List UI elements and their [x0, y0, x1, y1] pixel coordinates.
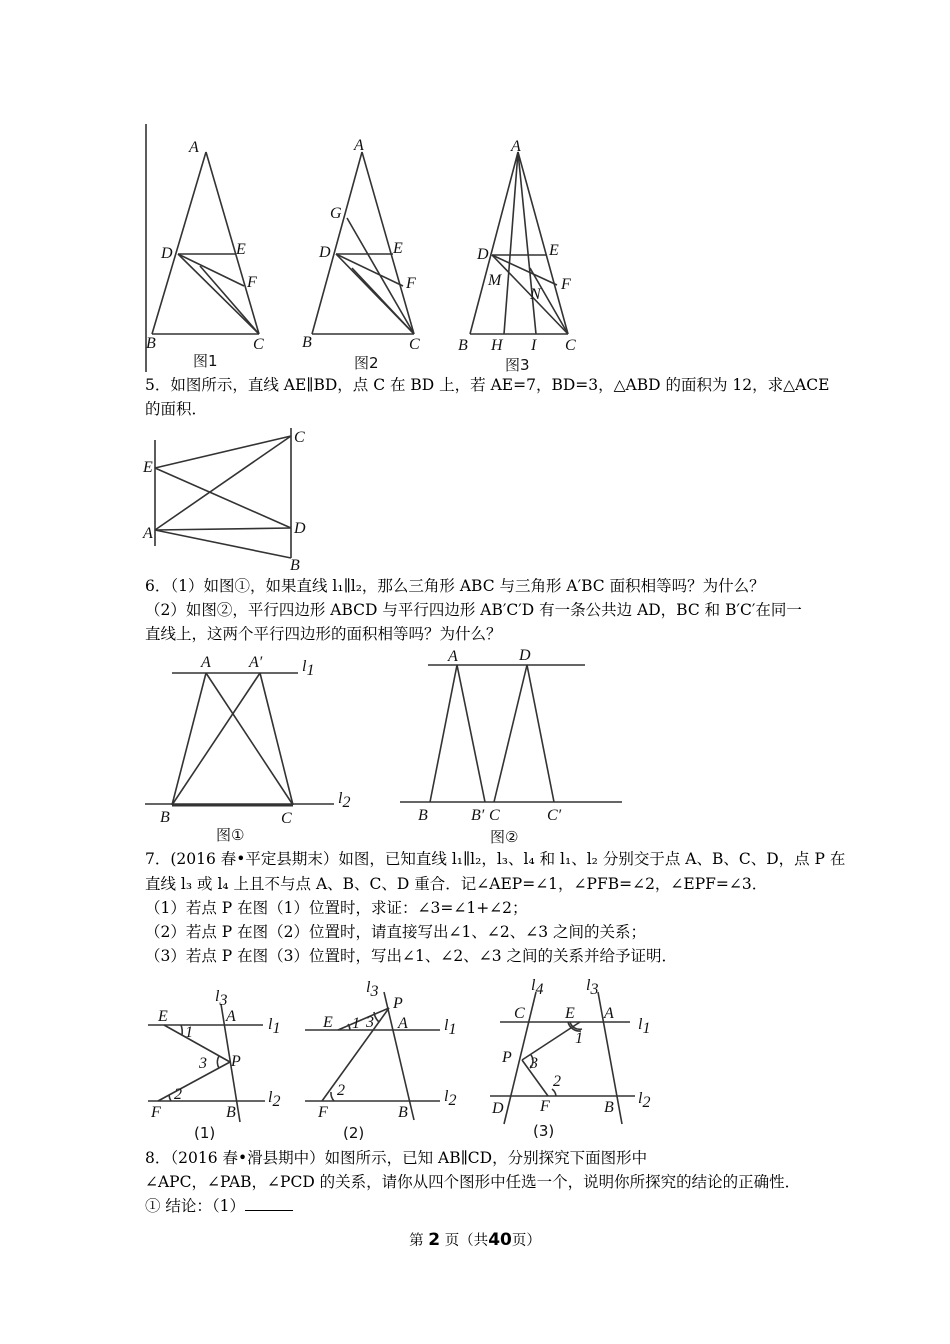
figure-caption: 图3	[505, 356, 530, 374]
point-label: F	[247, 274, 257, 291]
point-label: B	[458, 337, 468, 354]
figure-1	[146, 124, 264, 372]
answer-blank	[245, 1195, 293, 1211]
point-label: C	[489, 807, 500, 824]
q7-figure-2	[305, 979, 456, 1142]
figure-caption: (1)	[194, 1124, 216, 1142]
point-label: P	[502, 1049, 512, 1066]
line-label: l2	[444, 1088, 457, 1109]
page-number: 2	[428, 1230, 441, 1250]
q7-figure-1	[148, 988, 280, 1142]
point-label: B	[302, 334, 312, 351]
line-label: l3	[586, 977, 599, 998]
angle-label: 1	[185, 1024, 193, 1041]
angle-label: 3	[199, 1055, 207, 1072]
point-label: D	[477, 246, 489, 263]
page-footer: 第 2 页（共40页）	[409, 1230, 541, 1250]
point-label: C	[281, 810, 292, 827]
point-label: F	[406, 275, 416, 292]
point-label: B	[160, 809, 170, 826]
point-label: E	[158, 1008, 168, 1025]
figure-caption: (3)	[533, 1122, 555, 1140]
q5-line-2: 的面积．	[145, 400, 208, 418]
angle-label: 2	[174, 1086, 182, 1103]
point-label: A	[511, 138, 521, 155]
q5-figure	[142, 428, 306, 574]
point-label: C	[253, 336, 264, 353]
angle-label: 2	[553, 1073, 561, 1090]
point-label: A	[398, 1015, 408, 1032]
point-label: A	[226, 1008, 236, 1025]
line-label: l2	[268, 1089, 281, 1110]
point-label: E	[565, 1005, 575, 1022]
point-label: E	[143, 459, 153, 476]
q8-line-3: ① 结论：（1）	[145, 1195, 293, 1217]
angle-label: 1	[575, 1030, 583, 1047]
angle-label: 3	[366, 1014, 374, 1031]
point-label: N	[530, 286, 541, 303]
point-label: I	[531, 337, 537, 354]
point-label: E	[549, 242, 559, 259]
point-label: B	[398, 1104, 408, 1121]
point-label: H	[491, 337, 503, 354]
q8-line-2: ∠APC，∠PAB，∠PCD 的关系，请你从四个图形中任选一个，说明你所探究的结论的正确性．	[145, 1173, 801, 1191]
point-label: C	[294, 429, 305, 446]
point-label: B	[146, 335, 156, 352]
q8-line-1: 8．（2016 春•滑县期中）如图所示，已知 AB∥CD，分别探究下面图形中	[145, 1149, 648, 1167]
line-label: l1	[302, 658, 315, 679]
point-label: A	[189, 139, 199, 156]
line-label: l3	[215, 988, 228, 1009]
point-label: P	[393, 995, 403, 1012]
point-label: E	[236, 241, 246, 258]
point-label: A′	[249, 654, 263, 671]
figure-caption: 图1	[193, 352, 218, 370]
q7-line-2: 直线 l₃ 或 l₄ 上且不与点 A、B、C、D 重合．记∠AEP=∠1，∠PFB=∠2，∠EPF=∠3．	[145, 875, 768, 893]
line-label: l4	[531, 977, 544, 998]
q6-figure-2	[400, 647, 622, 846]
point-label: C	[409, 336, 420, 353]
point-label: D	[492, 1100, 504, 1117]
figure-3	[458, 138, 576, 374]
point-label: D	[319, 244, 331, 261]
q6-line-3: 直线上，这两个平行四边形的面积相等吗？为什么？	[145, 625, 502, 643]
point-label: B	[226, 1104, 236, 1121]
point-label: F	[318, 1104, 328, 1121]
q7-figure-3	[490, 977, 650, 1140]
point-label: F	[151, 1104, 161, 1121]
point-label: P	[231, 1053, 241, 1070]
point-label: C	[565, 337, 576, 354]
angle-label: 1	[352, 1015, 360, 1032]
q5-line-1: 5．如图所示，直线 AE∥BD，点 C 在 BD 上，若 AE=7，BD=3，△ABD 的面积为 12，求△ACE	[145, 376, 830, 394]
point-label: C	[514, 1005, 525, 1022]
point-label: C′	[547, 807, 562, 824]
point-label: D	[519, 647, 531, 664]
q7-line-3: （1）若点 P 在图（1）位置时，求证：∠3=∠1+∠2；	[145, 899, 528, 917]
point-label: B′	[471, 807, 485, 824]
point-label: F	[540, 1098, 550, 1115]
figure-caption: 图②	[490, 828, 519, 846]
figure-caption: 图①	[216, 826, 245, 844]
q6-figure-1	[145, 654, 350, 844]
point-label: F	[561, 276, 571, 293]
q7-line-1: 7．(2016 春•平定县期末）如图，已知直线 l₁∥l₂，l₃、l₄ 和 l₁、l₂ 分别交于点 A、B、C、D，点 P 在	[145, 850, 846, 868]
q7-line-5: （3）若点 P 在图（3）位置时，写出∠1、∠2、∠3 之间的关系并给予证明．	[145, 947, 677, 965]
angle-label: 2	[337, 1082, 345, 1099]
line-label: l2	[638, 1090, 651, 1111]
point-label: D	[294, 520, 306, 537]
point-label: A	[143, 525, 153, 542]
point-label: A	[604, 1005, 614, 1022]
line-label: l1	[268, 1016, 281, 1037]
q6-line-1: 6．（1）如图①，如果直线 l₁∥l₂，那么三角形 ABC 与三角形 A′BC 面积相等吗？为什么？	[145, 577, 765, 595]
figure-caption: (2)	[343, 1124, 365, 1142]
point-label: E	[323, 1014, 333, 1031]
point-label: E	[393, 240, 403, 257]
point-label: B	[604, 1099, 614, 1116]
point-label: B	[290, 557, 300, 574]
total-pages: 40	[488, 1230, 512, 1250]
line-label: l1	[444, 1017, 457, 1038]
figure-2	[302, 137, 420, 372]
line-label: l2	[338, 790, 351, 811]
figure-caption: 图2	[354, 354, 379, 372]
point-label: B	[418, 807, 428, 824]
angle-label: 3	[530, 1055, 538, 1072]
q7-line-4: （2）若点 P 在图（2）位置时，请直接写出∠1、∠2、∠3 之间的关系；	[145, 923, 646, 941]
point-label: G	[330, 205, 342, 222]
point-label: A	[201, 654, 211, 671]
point-label: M	[488, 272, 502, 289]
q6-line-2: （2）如图②，平行四边形 ABCD 与平行四边形 AB′C′D 有一条公共边 AD，BC 和 B′C′在同一	[145, 601, 802, 619]
line-label: l3	[366, 979, 379, 1000]
point-label: A	[448, 648, 458, 665]
line-label: l1	[638, 1016, 651, 1037]
point-label: A	[354, 137, 364, 154]
point-label: D	[161, 245, 173, 262]
